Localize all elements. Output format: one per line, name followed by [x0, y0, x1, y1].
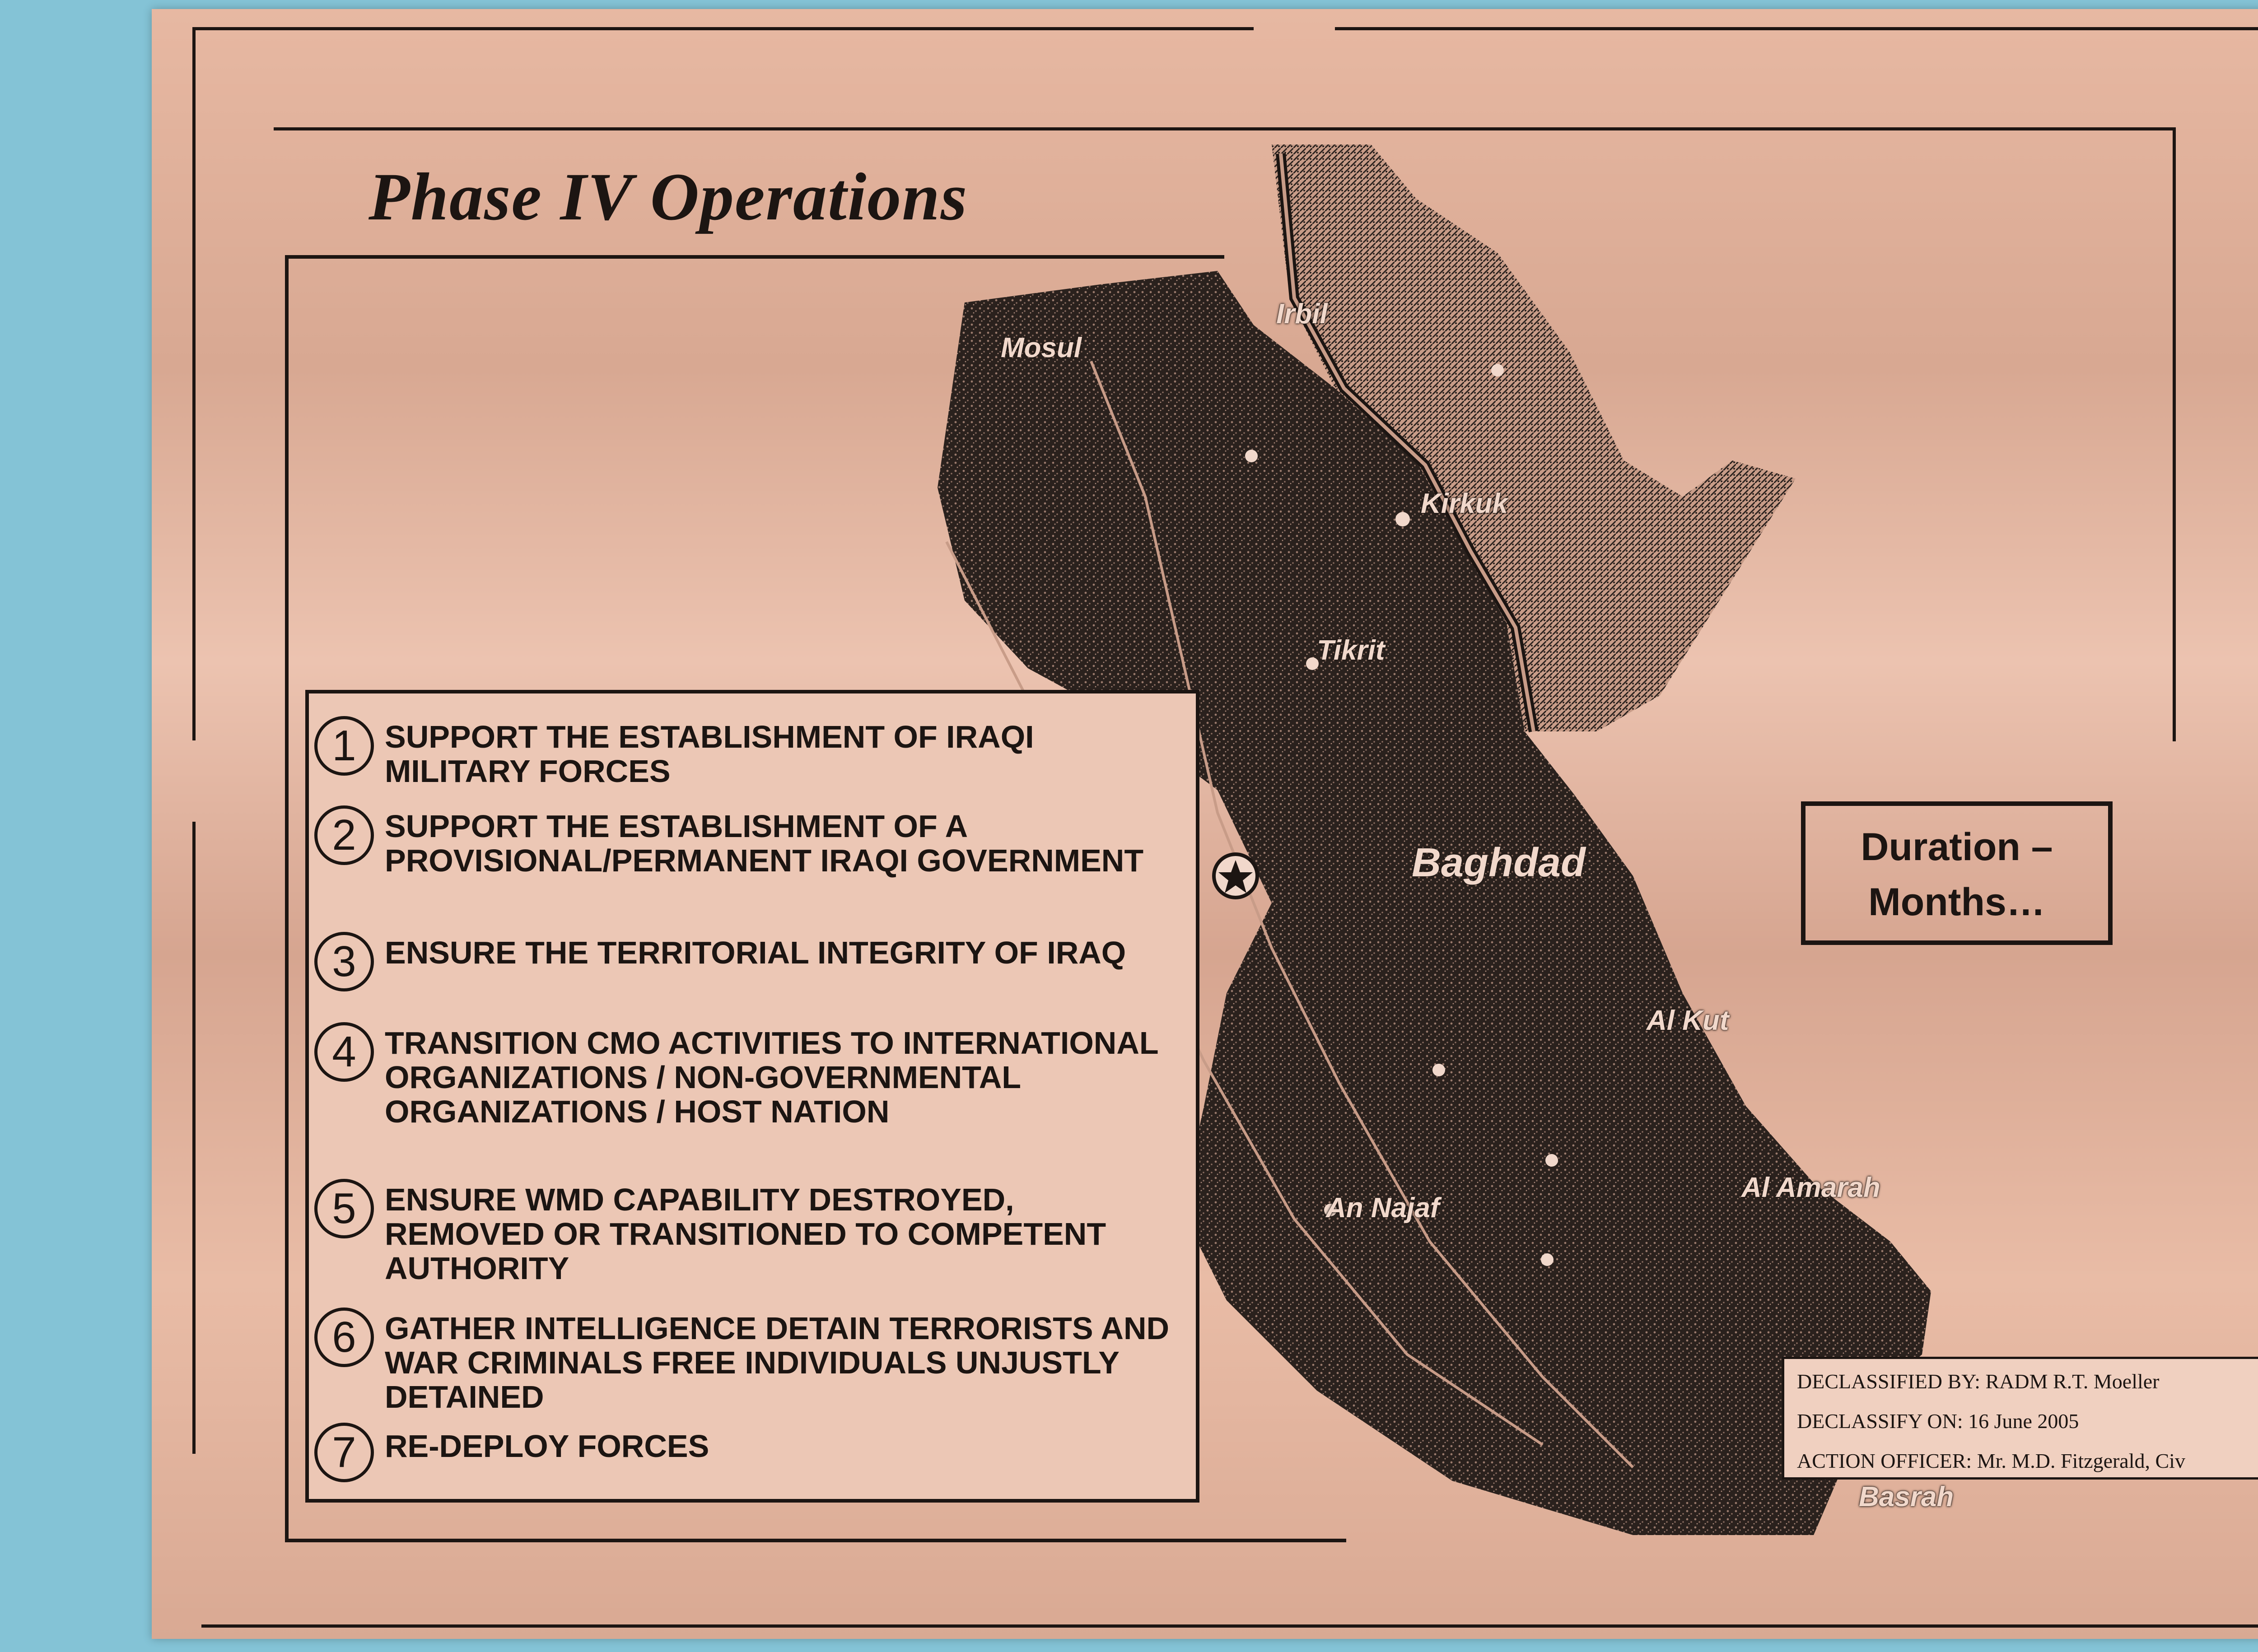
action-officer: ACTION OFFICER: Mr. M.D. Fitzgerald, Civ [1797, 1449, 2185, 1472]
city-label-al-amarah: Al Amarah [1741, 1172, 1880, 1203]
objective-text: TRANSITION CMO ACTIVITIES TO INTERNATIONAL ORGANIZATIONS / NON-GOVERNMENTAL ORGANIZATIONS / HOST NATION [385, 1025, 1158, 1129]
city-label-tikrit: Tikrit [1317, 635, 1385, 666]
duration-line-2: Months… [1868, 880, 2045, 924]
duration-box [1801, 801, 2113, 945]
objective-number: 5 [314, 1179, 374, 1238]
page-title: Phase IV Operations [369, 159, 968, 234]
objective-text: GATHER INTELLIGENCE DETAIN TERRORISTS AND WAR CRIMINALS FREE INDIVIDUALS UNJUSTLY DETAINED [385, 1311, 1170, 1415]
declassified-by: DECLASSIFIED BY: RADM R.T. Moeller [1797, 1370, 2160, 1393]
map-frame-left [285, 255, 289, 1542]
city-label-al-kut: Al Kut [1647, 1005, 1729, 1036]
city-label-irbil: Irbil [1276, 298, 1328, 330]
city-label-baghdad: Baghdad [1412, 840, 1586, 885]
city-label-kirkuk: Kirkuk [1421, 488, 1508, 519]
objective-text: SUPPORT THE ESTABLISHMENT OF A PROVISIONAL/PERMANENT IRAQI GOVERNMENT [385, 809, 1144, 878]
declassify-on: DECLASSIFY ON: 16 June 2005 [1797, 1410, 2079, 1433]
city-label-basrah: Basrah [1859, 1481, 1954, 1512]
objective-text: RE-DEPLOY FORCES [385, 1429, 709, 1464]
declassification-stamp [1782, 1357, 2258, 1480]
objective-number: 1 [314, 716, 374, 776]
objective-number: 2 [314, 805, 374, 865]
objective-text: ENSURE THE TERRITORIAL INTEGRITY OF IRAQ [385, 935, 1126, 970]
objective-number: 4 [314, 1022, 374, 1082]
frame-left-outer-lower [192, 822, 196, 1454]
frame-left-outer [192, 27, 196, 740]
objective-text: SUPPORT THE ESTABLISHMENT OF IRAQI MILITARY FORCES [385, 719, 1034, 789]
objective-text: ENSURE WMD CAPABILITY DESTROYED, REMOVED OR TRANSITIONED TO COMPETENT AUTHORITY [385, 1182, 1106, 1286]
city-label-an-najaf: An Najaf [1326, 1192, 1440, 1224]
objective-number: 6 [314, 1308, 374, 1367]
frame-top-right [1335, 27, 2258, 30]
frame-inner-top [274, 127, 2176, 130]
frame-bottom-outer [201, 1624, 2258, 1628]
objectives-list [305, 690, 1199, 1503]
frame-top-left [192, 27, 1254, 30]
objective-number: 7 [314, 1423, 374, 1482]
copper-plaque [152, 9, 2258, 1639]
duration-line-1: Duration – [1861, 825, 2053, 869]
city-label-mosul: Mosul [1001, 332, 1082, 363]
objective-number: 3 [314, 932, 374, 991]
